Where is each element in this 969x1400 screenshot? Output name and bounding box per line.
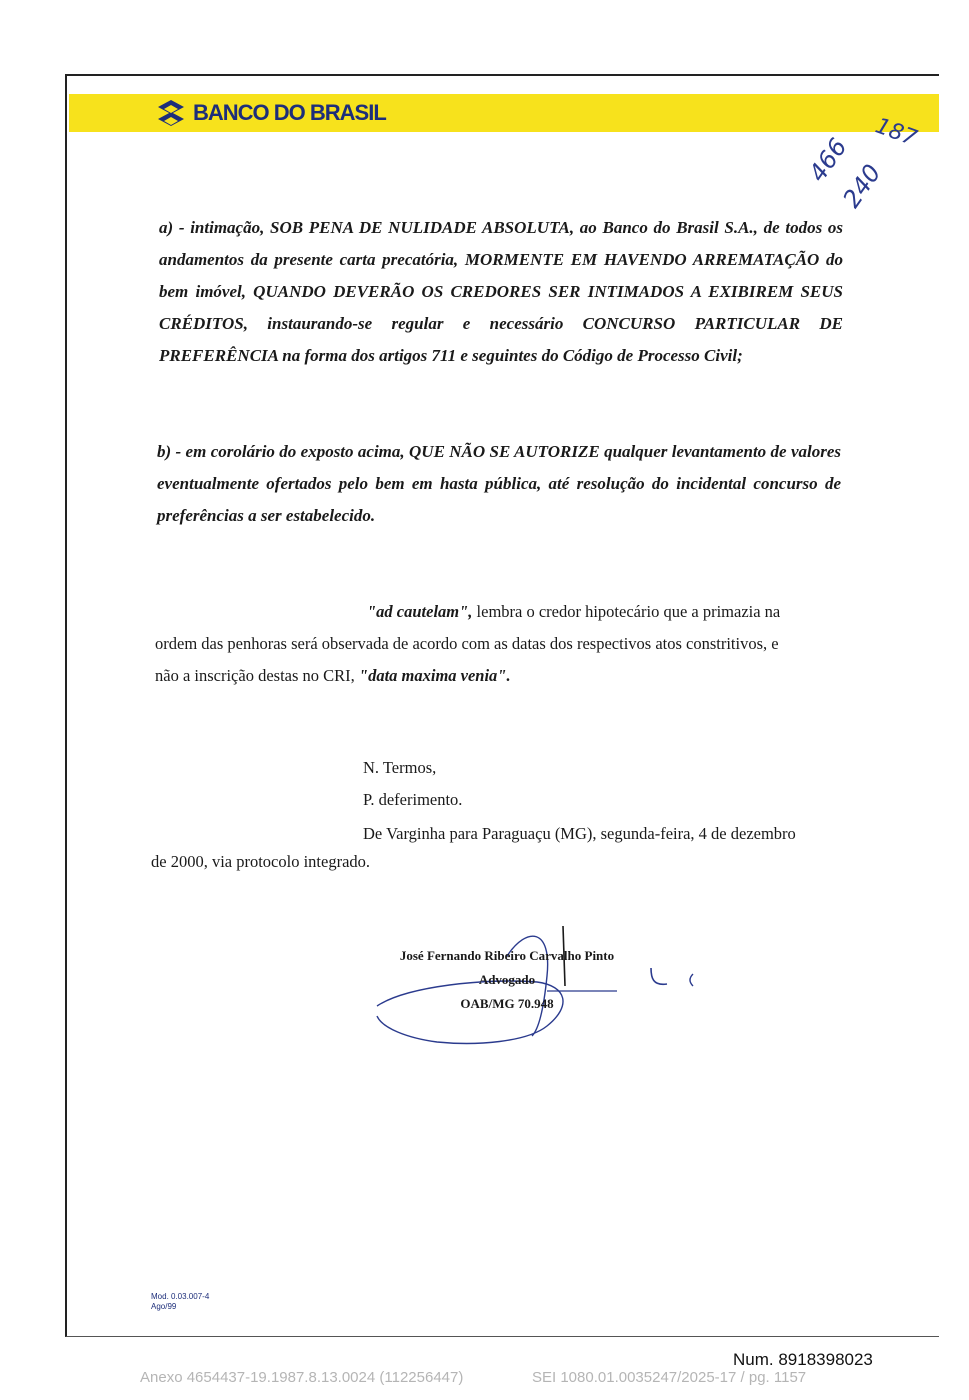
data-maxima-venia: "data maxima venia". — [358, 666, 511, 685]
signature-block — [347, 944, 667, 1016]
place-date-line-2: de 2000, via protocolo integrado. — [151, 852, 371, 871]
brand-name: BANCO DO BRASIL — [193, 100, 386, 125]
cautelam-line-2: ordem das penhoras será observada de acordo com as datas dos respectivos atos constritivos, e — [155, 634, 779, 653]
form-code-number: Mod. 0.03.007-4 — [151, 1292, 210, 1301]
page-mark-handwritten: 187 — [871, 113, 921, 152]
sei-reference: SEI 1080.01.0035247/2025-17 / pg. 1157 — [532, 1369, 807, 1386]
page-mark-handwritten: 240 — [837, 159, 887, 213]
closing-deferimento: P. deferimento. — [363, 790, 463, 809]
cautelam-quote: "ad cautelam", — [367, 602, 473, 621]
page-mark-handwritten: 466 — [803, 133, 853, 187]
signer-role: Advogado — [478, 972, 536, 987]
form-code — [151, 1292, 209, 1312]
brand-header-band — [69, 94, 939, 132]
annex-reference: Anexo 4654437-19.1987.8.13.0024 (112256447) — [140, 1369, 464, 1386]
bleed-through-text — [422, 766, 772, 788]
cautelam-line-1 — [367, 596, 843, 628]
cautelam-line-3 — [155, 660, 855, 692]
closing-terms: N. Termos, — [363, 758, 437, 777]
form-code-date: Ago/99 — [151, 1302, 177, 1311]
paragraph-a: a) - intimação, SOB PENA DE NULIDADE ABSOLUTA, ao Banco do Brasil S.A., de todos os andamentos da presente carta precatória, MORMENTE EM HAVENDO ARREMATAÇÃO do bem imóvel, QUANDO DEVERÃO OS CREDORES SER INTIMADOS A EXIBIREM SEUS CRÉDITOS, instaurando-se regular e necessário CONCURSO PARTICULAR DE PREFERÊNCIA na forma dos artigos 711 e seguintes do Código de Processo Civil; — [159, 218, 843, 365]
banco-do-brasil-logo-icon — [157, 99, 185, 127]
paragraph-b: b) - em corolário do exposto acima, QUE NÃO SE AUTORIZE qualquer levantamento de valores eventualmente ofertados pelo bem em hasta pública, até resolução do incidental concurso de preferências a ser estabelecido. — [157, 442, 841, 525]
place-date-line-1: De Varginha para Paraguaçu (MG), segunda-feira, 4 de dezembro — [363, 824, 796, 843]
signer-name: José Fernando Ribeiro Carvalho Pinto — [399, 948, 615, 963]
bank-logo — [157, 98, 386, 128]
signer-oab: OAB/MG 70.948 — [460, 996, 554, 1011]
document-page — [65, 74, 939, 1337]
cautelam-line-3-text: não a inscrição destas no CRI, — [155, 666, 359, 685]
document-number: Num. 8918398023 — [733, 1350, 873, 1369]
cautelam-line-1-text: lembra o credor hipotecário que a primazia na — [472, 602, 781, 621]
